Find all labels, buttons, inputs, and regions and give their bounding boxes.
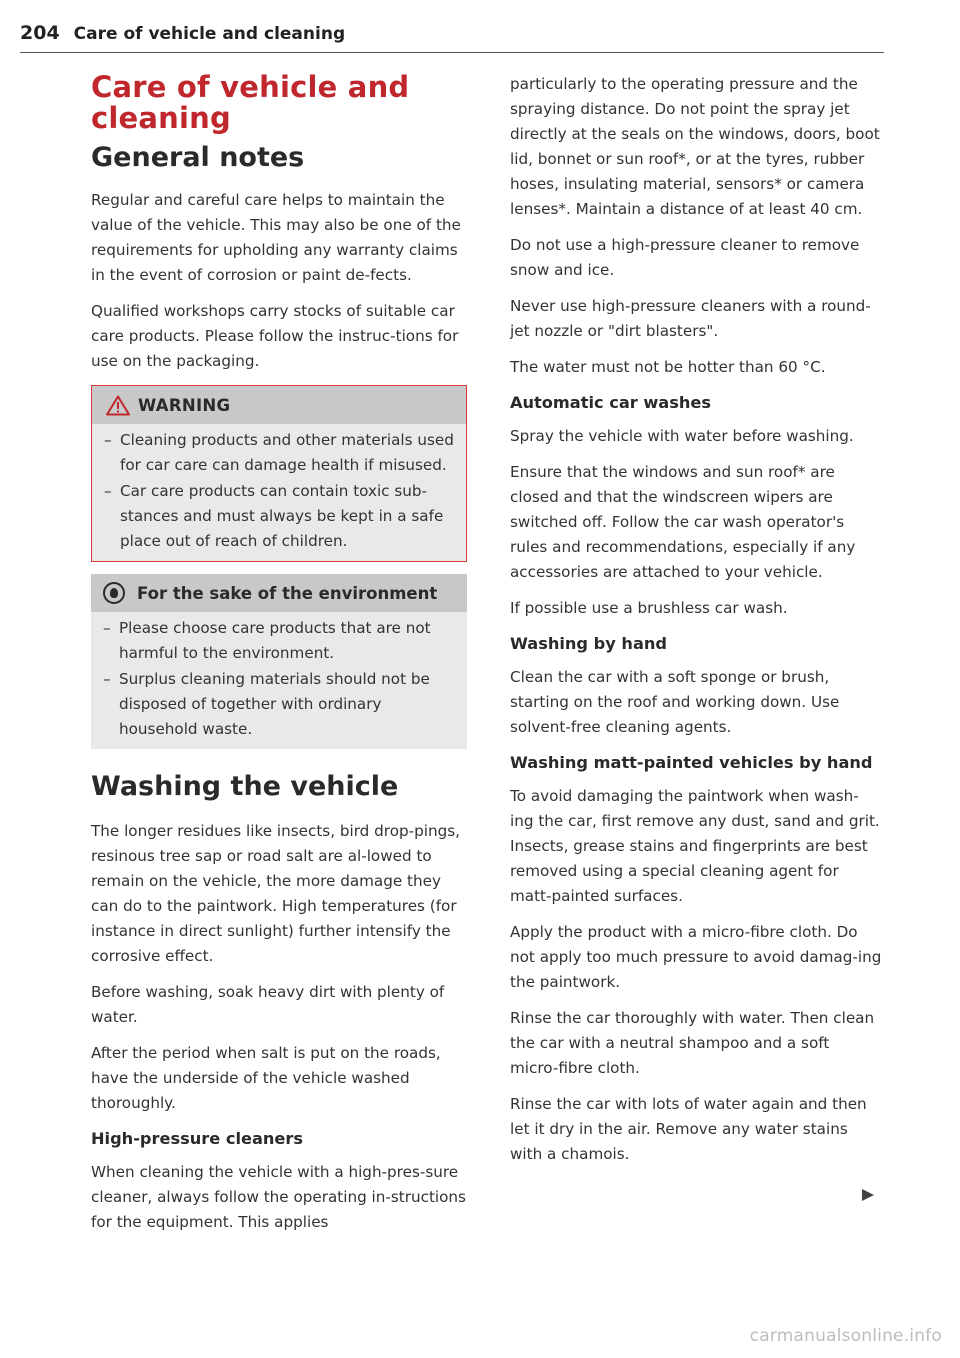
environment-header [91, 574, 467, 612]
warning-list [92, 424, 466, 561]
list-item: – Surplus cleaning materials should not be disposed of together with ordinary household waste. [103, 670, 430, 738]
paragraph: Rinse the car with lots of water again and then let it dry in the air. Remove any water stains with a chamois. [510, 1095, 867, 1163]
section-title-washing: Washing the vehicle [91, 771, 399, 802]
watermark: carmanualsonline.info [749, 1326, 942, 1346]
page-header [20, 22, 884, 53]
paragraph: Spray the vehicle with water before washing. [510, 427, 854, 445]
continue-arrow-icon [862, 1189, 874, 1201]
subheading-washing-by-hand: Washing by hand [510, 634, 667, 653]
warning-triangle-icon [106, 395, 130, 416]
subheading-high-pressure: High-pressure cleaners [91, 1129, 304, 1148]
paragraph: Do not use a high-pressure cleaner to remove snow and ice. [510, 236, 860, 279]
environment-box [91, 574, 467, 749]
page-number: 204 [20, 22, 60, 44]
warning-header [92, 386, 466, 424]
paragraph: Qualified workshops carry stocks of suitable car care products. Please follow the instruc-tions for use on the packaging. [91, 302, 459, 370]
paragraph: particularly to the operating pressure and the spraying distance. Do not point the spray jet directly at the seals on the windows, doors, boot lid, bonnet or sun roof*, or at the tyres, rubber hoses, insulating material, sensors* or camera lenses*. Maintain a distance of at least 40 cm. [510, 75, 880, 218]
paragraph: If possible use a brushless car wash. [510, 599, 788, 617]
warning-box [91, 385, 467, 562]
paragraph: The longer residues like insects, bird drop-pings, resinous tree sap or road salt are al-lowed to remain on the vehicle, the more damage they can do to the paintwork. High temperatures (for instance in direct sunlight) further intensify the corrosive effect. [91, 822, 460, 965]
paragraph: The water must not be hotter than 60 °C. [510, 358, 826, 376]
paragraph: Never use high-pressure cleaners with a round-jet nozzle or "dirt blasters". [510, 297, 871, 340]
warning-title: WARNING [138, 395, 231, 415]
list-item: – Please choose care products that are not harmful to the environment. [103, 619, 431, 662]
paragraph: Regular and careful care helps to maintain the value of the vehicle. This may also be one of the requirements for upholding any warranty claims in the event of corrosion or paint de-fects. [91, 191, 461, 284]
chapter-title: Care of vehicle and cleaning [91, 70, 410, 135]
subheading-automatic-car-washes: Automatic car washes [510, 393, 712, 412]
subheading-matt-painted: Washing matt-painted vehicles by hand [510, 753, 873, 772]
running-title: Care of vehicle and cleaning [73, 24, 346, 44]
environment-list [91, 612, 467, 749]
paragraph: Before washing, soak heavy dirt with plenty of water. [91, 983, 445, 1026]
paragraph: To avoid damaging the paintwork when wash-ing the car, first remove any dust, sand and grit. Insects, grease stains and fingerprints are best removed using a special cleaning agent for matt-painted surfaces. [510, 787, 880, 905]
section-title-general-notes: General notes [91, 142, 305, 173]
paragraph: Clean the car with a soft sponge or brush, starting on the roof and working down. Use solvent-free cleaning agents. [510, 668, 840, 736]
left-column [91, 72, 467, 1246]
list-item: – Cleaning products and other materials used for car care can damage health if misused. [104, 431, 454, 474]
paragraph: After the period when salt is put on the roads, have the underside of the vehicle washed thoroughly. [91, 1044, 441, 1112]
environment-title: For the sake of the environment [137, 583, 438, 603]
environment-icon [103, 582, 125, 604]
paragraph: Ensure that the windows and sun roof* are closed and that the windscreen wipers are switched off. Follow the car wash operator's rules and recommendations, especially if any accessories are attached to your vehicle. [510, 463, 856, 581]
paragraph: Apply the product with a micro-fibre cloth. Do not apply too much pressure to avoid damag-ing the paintwork. [510, 923, 882, 991]
list-item: – Car care products can contain toxic sub-stances and must always be kept in a safe place out of reach of children. [104, 482, 444, 550]
paragraph: When cleaning the vehicle with a high-pres-sure cleaner, always follow the operating in-structions for the equipment. This applies [91, 1163, 466, 1231]
right-column [510, 72, 882, 1178]
paragraph: Rinse the car thoroughly with water. Then clean the car with a neutral shampoo and a soft micro-fibre cloth. [510, 1009, 875, 1077]
